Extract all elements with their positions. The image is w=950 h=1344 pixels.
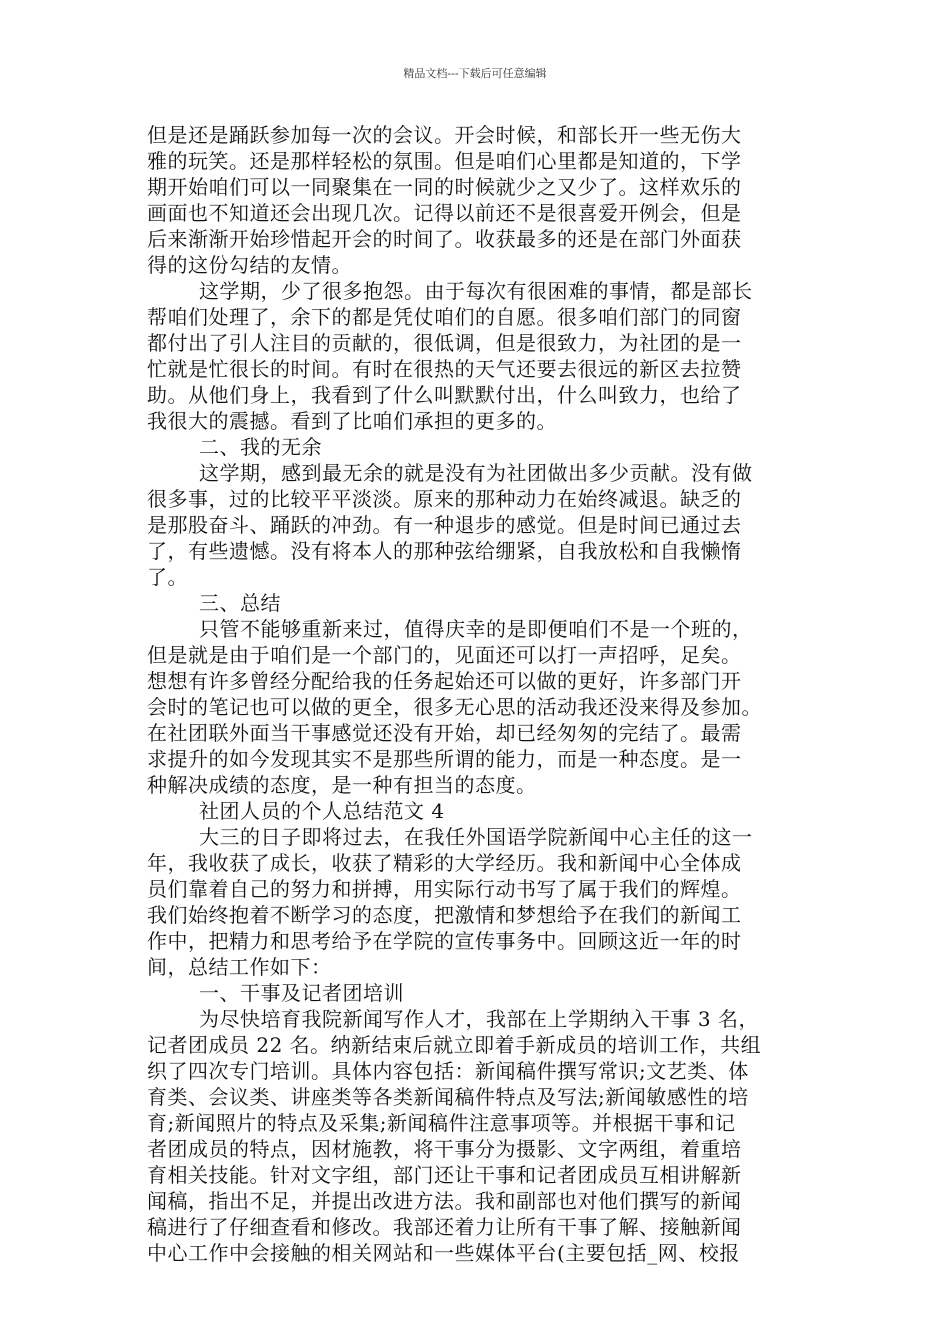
text-line: 作中，把精力和思考给予在学院的宣传事务中。回顾这近一年的时: [147, 929, 742, 953]
paragraph-first-line: 这学期，少了很多抱怨。由于每次有很困难的事情，都是部长: [199, 279, 753, 303]
text-line: 年，我收获了成长，收获了精彩的大学经历。我和新闻中心全体成: [147, 851, 742, 875]
text-line: 得的这份勾结的友情。: [147, 253, 352, 277]
paragraph-first-line: 这学期，感到最无余的就是没有为社团做出多少贡献。没有做: [199, 461, 753, 485]
text-line: 很多事，过的比较平平淡淡。原来的那种动力在始终减退。缺乏的: [147, 487, 742, 511]
text-line: 育;新闻照片的特点及采集;新闻稿件注意事项等。并根据干事和记: [147, 1111, 736, 1135]
paragraph-first-line: 三、总结: [199, 591, 281, 615]
paragraph-first-line: 大三的日子即将过去，在我任外国语学院新闻中心主任的这一: [199, 825, 753, 849]
text-line: 助。从他们身上，我看到了什么叫默默付出，什么叫致力，也给了: [147, 383, 742, 407]
text-line: 了。: [147, 565, 188, 589]
paragraph-first-line: 二、我的无余: [199, 435, 322, 459]
text-line: 育相关技能。针对文字组，部门还让干事和记者团成员互相讲解新: [147, 1163, 742, 1187]
paragraph-first-line: 为尽快培育我院新闻写作人才，我部在上学期纳入干事 3 名，: [199, 1007, 759, 1031]
paragraph-first-line: 只管不能够重新来过，值得庆幸的是即便咱们不是一个班的，: [199, 617, 753, 641]
text-line: 后来渐渐开始珍惜起开会的时间了。收获最多的还是在部门外面获: [147, 227, 742, 251]
text-line: 雅的玩笑。还是那样轻松的氛围。但是咱们心里都是知道的，下学: [147, 149, 742, 173]
text-line: 期开始咱们可以一同聚集在一同的时候就少之又少了。这样欢乐的: [147, 175, 742, 199]
text-line: 我很大的震撼。看到了比咱们承担的更多的。: [147, 409, 557, 433]
text-line: 求提升的如今发现其实不是那些所谓的能力，而是一种态度。是一: [147, 747, 742, 771]
text-line: 在社团联外面当干事感觉还没有开始，却已经匆匆的完结了。最需: [147, 721, 742, 745]
text-line: 稿进行了仔细查看和修改。我部还着力让所有干事了解、接触新闻: [147, 1215, 742, 1239]
page-header: 精品文档---下载后可任意编辑: [403, 67, 547, 80]
text-line: 育类、会议类、讲座类等各类新闻稿件特点及写法;新闻敏感性的培: [147, 1085, 749, 1109]
text-line: 想想有许多曾经分配给我的任务起始还可以做的更好，许多部门开: [147, 669, 742, 693]
text-line: 种解决成绩的态度，是一种有担当的态度。: [147, 773, 537, 797]
text-line: 者团成员的特点，因材施教，将干事分为摄影、文字两组，着重培: [147, 1137, 742, 1161]
text-line: 了，有些遗憾。没有将本人的那种弦给绷紧，自我放松和自我懒惰: [147, 539, 742, 563]
text-line: 会时的笔记也可以做的更全，很多无心思的活动我还没来得及参加。: [147, 695, 762, 719]
text-line: 记者团成员 22 名。纳新结束后就立即着手新成员的培训工作，共组: [147, 1033, 762, 1057]
text-line: 间，总结工作如下：: [147, 955, 332, 979]
paragraph-first-line: 社团人员的个人总结范文 4: [199, 799, 445, 823]
text-line: 中心工作中会接触的相关网站和一些媒体平台(主要包括_网、校报: [147, 1241, 740, 1265]
paragraph-first-line: 一、干事及记者团培训: [199, 981, 404, 1005]
text-line: 但是还是踊跃参加每一次的会议。开会时候，和部长开一些无伤大: [147, 123, 742, 147]
text-line: 但是就是由于咱们是一个部门的，见面还可以打一声招呼，足矣。: [147, 643, 742, 667]
text-line: 忙就是忙很长的时间。有时在很热的天气还要去很远的新区去拉赞: [147, 357, 742, 381]
text-line: 闻稿，指出不足，并提出改进方法。我和副部也对他们撰写的新闻: [147, 1189, 742, 1213]
text-line: 是那股奋斗、踊跃的冲劲。有一种退步的感觉。但是时间已通过去: [147, 513, 742, 537]
text-line: 画面也不知道还会出现几次。记得以前还不是很喜爱开例会，但是: [147, 201, 742, 225]
text-line: 帮咱们处理了，余下的都是凭仗咱们的自愿。很多咱们部门的同窗: [147, 305, 742, 329]
text-line: 织了四次专门培训。具体内容包括：新闻稿件撰写常识;文艺类、体: [147, 1059, 749, 1083]
text-line: 我们始终抱着不断学习的态度，把激情和梦想给予在我们的新闻工: [147, 903, 742, 927]
text-line: 员们靠着自己的努力和拼搏，用实际行动书写了属于我们的辉煌。: [147, 877, 742, 901]
document-body: [147, 122, 815, 1266]
text-line: 都付出了引人注目的贡献的，很低调，但是很致力，为社团的是一: [147, 331, 742, 355]
